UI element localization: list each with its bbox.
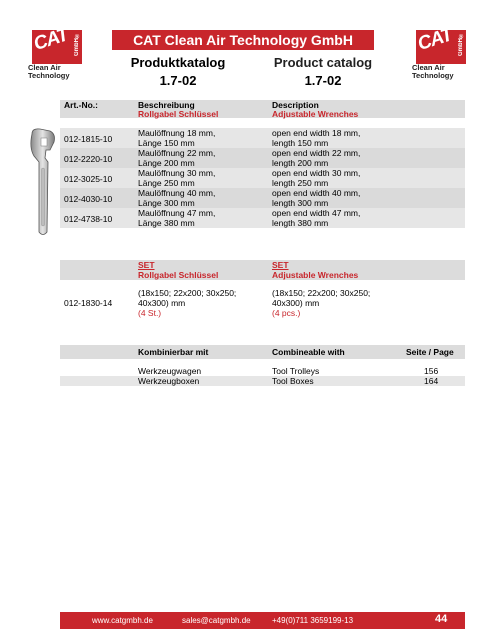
logo-gmbh: GmbH® bbox=[458, 32, 464, 56]
desc-de-line2: Länge 300 mm bbox=[138, 198, 195, 208]
desc-de-line1: Maulöffnung 47 mm, bbox=[138, 208, 216, 218]
combine-row-bg bbox=[60, 376, 465, 386]
desc-en-line2: length 250 mm bbox=[272, 178, 329, 188]
combine-item-page: 164 bbox=[424, 376, 439, 386]
set-desc-en-line2: 40x300) mm bbox=[272, 298, 320, 308]
desc-de-line2: Länge 150 mm bbox=[138, 138, 195, 148]
desc-en-line1: open end width 22 mm, bbox=[272, 148, 361, 158]
col-desc-en-header: Description bbox=[272, 100, 319, 110]
wrench-image bbox=[28, 128, 58, 238]
catalog-title-en: Product catalog bbox=[273, 55, 373, 70]
desc-de-line1: Maulöffnung 18 mm, bbox=[138, 128, 216, 138]
article-number: 012-1815-10 bbox=[64, 134, 113, 144]
desc-en-line1: open end width 47 mm, bbox=[272, 208, 361, 218]
set-desc-en-qty: (4 pcs.) bbox=[272, 308, 301, 318]
table-row-bg bbox=[60, 188, 465, 208]
table-row-bg bbox=[60, 128, 465, 148]
desc-en-line2: length 150 mm bbox=[272, 138, 329, 148]
table-header-band bbox=[60, 100, 465, 118]
desc-de-line1: Maulöffnung 40 mm, bbox=[138, 188, 216, 198]
set-header-band bbox=[60, 260, 465, 280]
desc-en-line1: open end width 30 mm, bbox=[272, 168, 361, 178]
combine-header-band bbox=[60, 345, 465, 359]
desc-de-line1: Maulöffnung 22 mm, bbox=[138, 148, 216, 158]
logo-line2: Technology bbox=[28, 71, 70, 80]
logo-line1: Clean Air bbox=[412, 63, 445, 72]
catalog-version-en: 1.7-02 bbox=[304, 73, 342, 88]
logo-mark: CAT bbox=[415, 24, 455, 56]
subheader-en: Adjustable Wrenches bbox=[272, 109, 359, 119]
article-number: 012-4738-10 bbox=[64, 214, 113, 224]
combine-label-de: Kombinierbar mit bbox=[138, 347, 209, 357]
set-title-de: Rollgabel Schlüssel bbox=[138, 270, 219, 280]
combine-item-page: 156 bbox=[424, 366, 439, 376]
article-number: 012-2220-10 bbox=[64, 154, 113, 164]
logo-mark: CAT bbox=[31, 24, 71, 56]
set-desc-de-line1: (18x150; 22x200; 30x250; bbox=[138, 288, 237, 298]
table-row-bg bbox=[60, 148, 465, 168]
desc-en-line2: length 300 mm bbox=[272, 198, 329, 208]
set-desc-en-line1: (18x150; 22x200; 30x250; bbox=[272, 288, 371, 298]
logo-line2: Technology bbox=[412, 71, 454, 80]
logo-line1: Clean Air bbox=[28, 63, 61, 72]
set-label-de: SET bbox=[138, 260, 155, 270]
desc-en-line2: length 380 mm bbox=[272, 218, 329, 228]
set-desc-de-qty: (4 St.) bbox=[138, 308, 162, 318]
subheader-de: Rollgabel Schlüssel bbox=[138, 109, 219, 119]
article-number: 012-4030-10 bbox=[64, 194, 113, 204]
desc-en-line2: length 200 mm bbox=[272, 158, 329, 168]
combine-label-en: Combineable with bbox=[272, 347, 345, 357]
logo-gmbh: GmbH® bbox=[74, 32, 80, 56]
set-article-number: 012-1830-14 bbox=[64, 298, 113, 308]
article-number: 012-3025-10 bbox=[64, 174, 113, 184]
desc-de-line2: Länge 250 mm bbox=[138, 178, 195, 188]
catalog-title-de: Produktkatalog bbox=[130, 55, 226, 70]
desc-en-line1: open end width 40 mm, bbox=[272, 188, 361, 198]
desc-de-line2: Länge 200 mm bbox=[138, 158, 195, 168]
footer-phone: +49(0)711 3659199-13 bbox=[272, 616, 354, 625]
page-number: 44 bbox=[435, 613, 448, 625]
desc-en-line1: open end width 18 mm, bbox=[272, 128, 361, 138]
catalog-version-de: 1.7-02 bbox=[159, 73, 197, 88]
combine-item-de: Werkzeugboxen bbox=[138, 376, 200, 386]
col-desc-de-header: Beschreibung bbox=[138, 100, 195, 110]
combine-item-en: Tool Trolleys bbox=[272, 366, 320, 376]
set-label-en: SET bbox=[272, 260, 289, 270]
set-desc-de-line2: 40x300) mm bbox=[138, 298, 186, 308]
desc-de-line2: Länge 380 mm bbox=[138, 218, 195, 228]
col-art-header: Art.-No.: bbox=[64, 100, 98, 110]
company-logo-left bbox=[28, 24, 86, 80]
combine-item-en: Tool Boxes bbox=[272, 376, 314, 386]
combine-item-de: Werkzeugwagen bbox=[138, 366, 202, 376]
set-title-en: Adjustable Wrenches bbox=[272, 270, 359, 280]
company-logo-right bbox=[412, 24, 470, 80]
table-row-bg bbox=[60, 168, 465, 188]
footer-email-link[interactable]: sales@catgmbh.de bbox=[182, 616, 251, 625]
table-row-bg bbox=[60, 208, 465, 228]
desc-de-line1: Maulöffnung 30 mm, bbox=[138, 168, 216, 178]
combine-label-page: Seite / Page bbox=[406, 347, 454, 357]
footer-website-link[interactable]: www.catgmbh.de bbox=[92, 616, 153, 625]
company-title: CAT Clean Air Technology GmbH bbox=[112, 30, 374, 50]
